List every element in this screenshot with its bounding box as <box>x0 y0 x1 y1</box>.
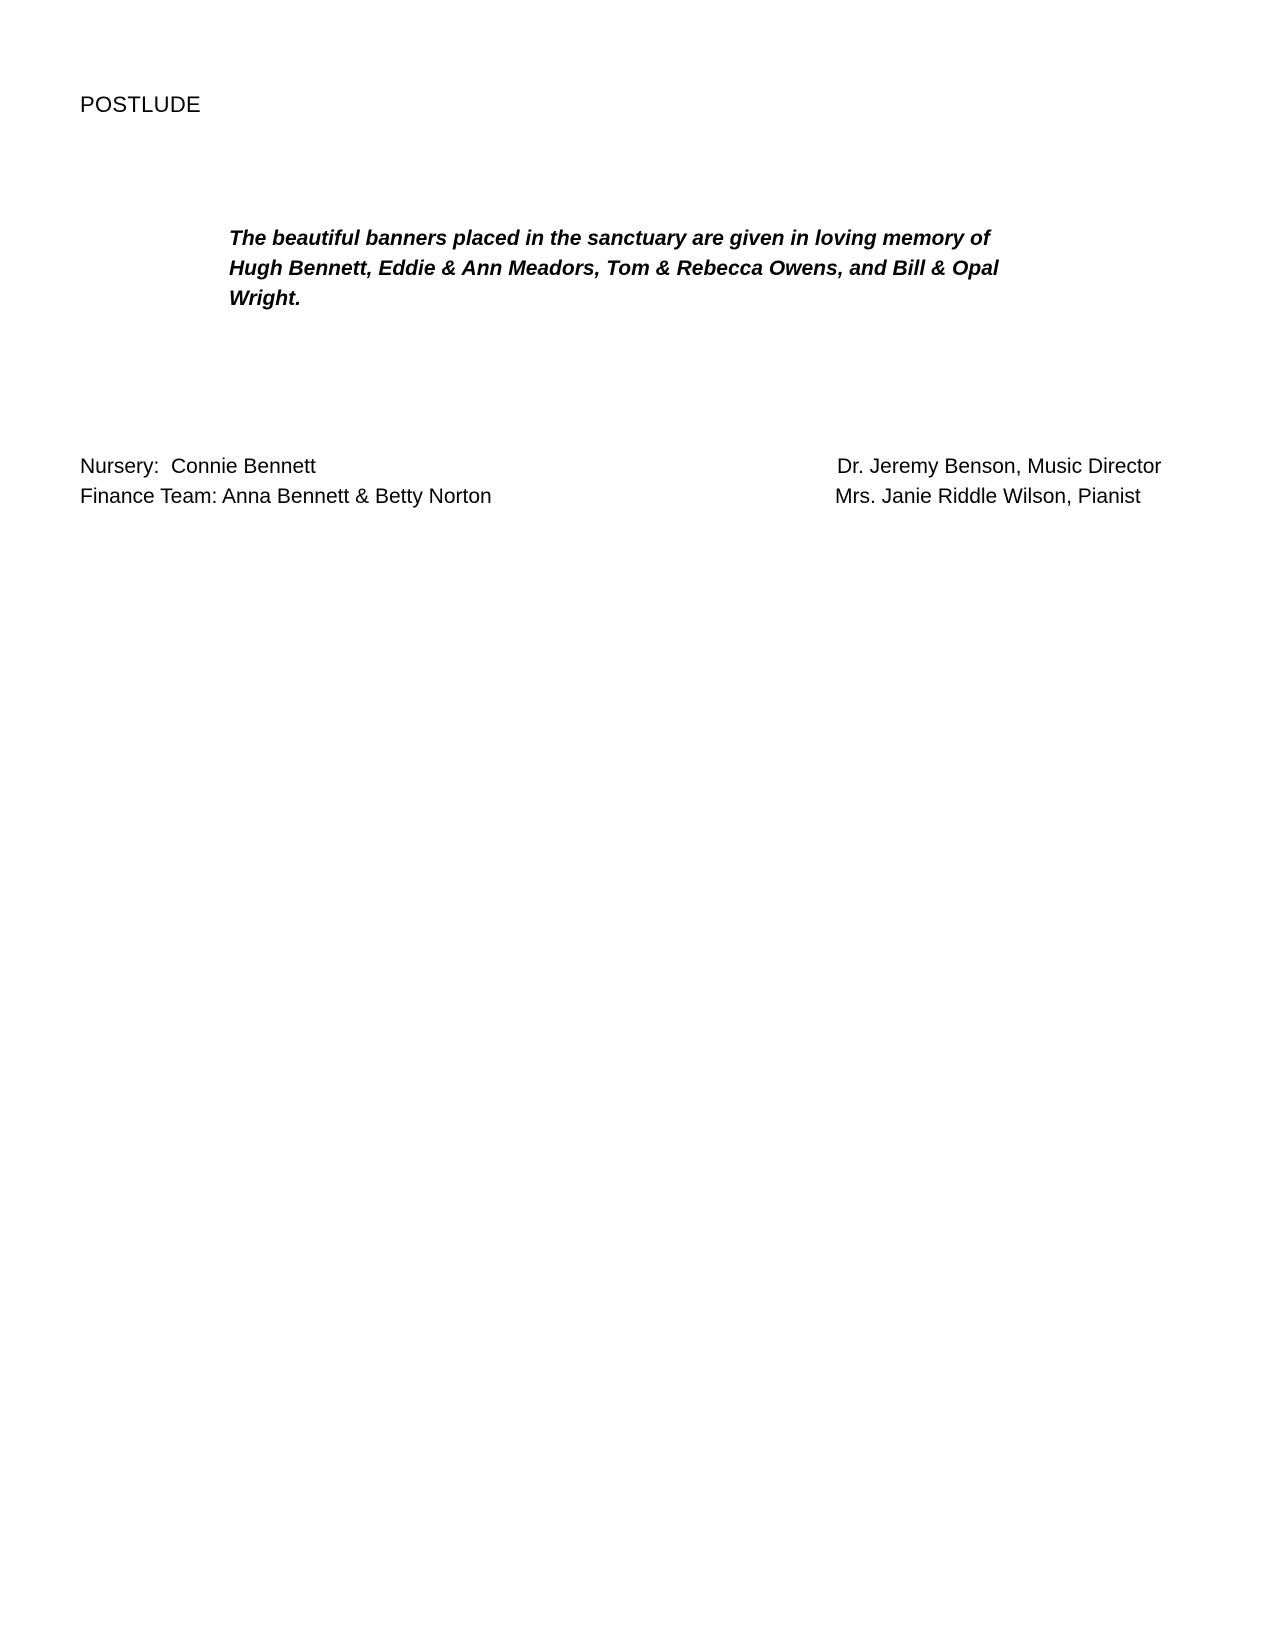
finance-team-label: Finance Team: <box>80 485 223 508</box>
memorial-line-2: Hugh Bennett, Eddie & Ann Meadors, Tom & Rebecca Owens, and Bill & Opal <box>229 257 999 280</box>
section-heading: POSTLUDE <box>80 92 201 117</box>
pianist-credit: Mrs. Janie Riddle Wilson, Pianist <box>835 485 1141 508</box>
finance-team-names: Anna Bennett & Betty Norton <box>222 485 492 508</box>
nursery-label: Nursery: <box>80 455 172 478</box>
memorial-line-3: Wright. <box>229 287 301 310</box>
memorial-note <box>229 224 1049 314</box>
music-director-credit: Dr. Jeremy Benson, Music Director <box>837 455 1162 478</box>
nursery-credit <box>80 452 316 482</box>
finance-team-credit <box>80 482 492 512</box>
memorial-line-1: The beautiful banners placed in the sanctuary are given in loving memory of <box>229 227 990 250</box>
nursery-name: Connie Bennett <box>171 455 316 478</box>
